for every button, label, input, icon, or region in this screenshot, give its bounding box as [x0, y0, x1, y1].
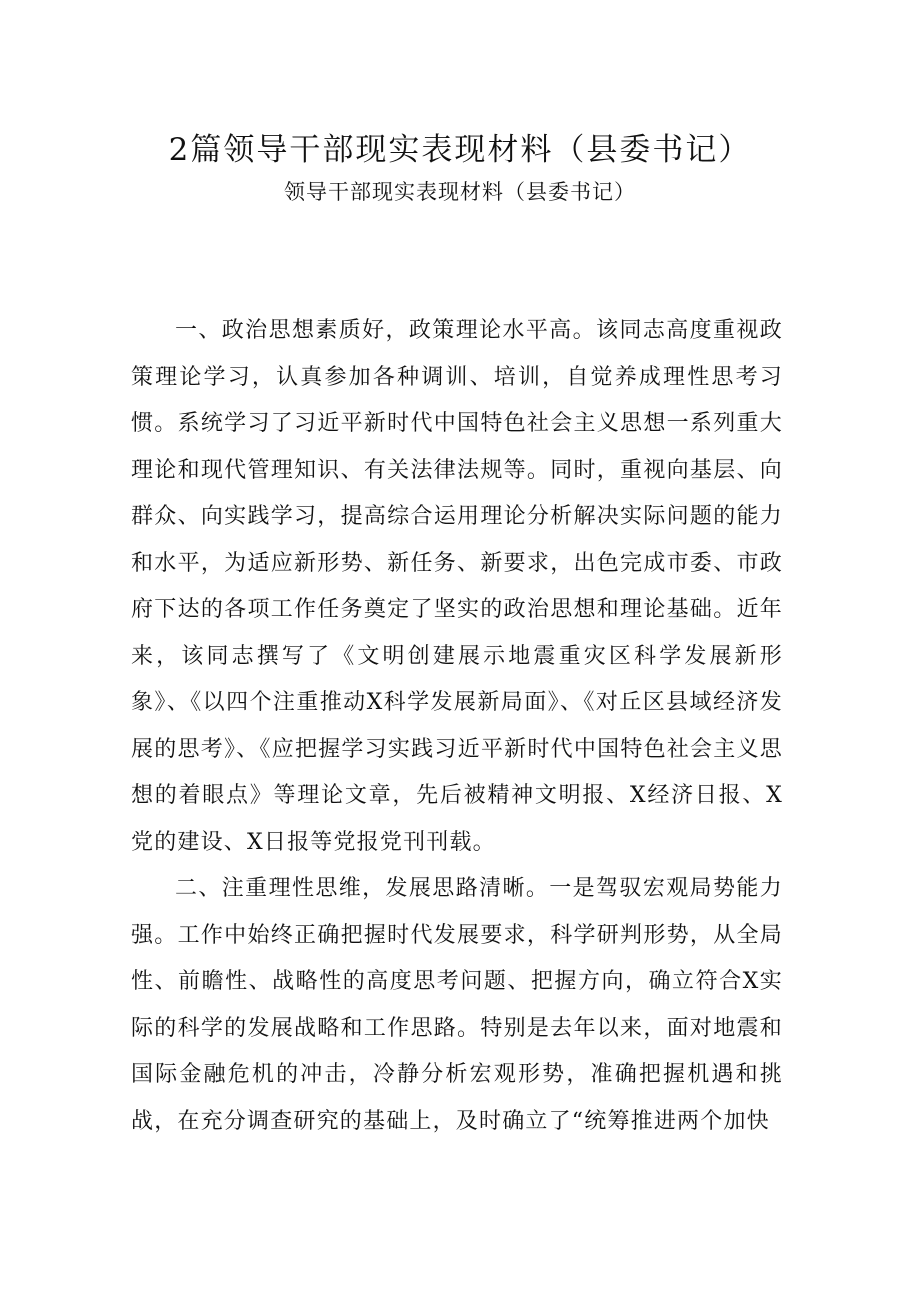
paragraph-rational-thinking: 二、注重理性思维，发展思路清晰。一是驾驭宏观局势能力强。工作中始终正确把握时代发展要求，科学研判形势，从全局性、前瞻性、战略性的高度思考问题、把握方向，确立符合X实际的科学的发展战略和工作思路。特别是去年以来，面对地震和国际金融危机的冲击，冷静分析宏观形势，准确把握机遇和挑战，在充分调查研究的基础上，及时确立了“统筹推进两个加快: [131, 876, 783, 1134]
document-subtitle: 领导干部现实表现材料（县委书记）: [284, 180, 636, 204]
document-body: [131, 308, 783, 1145]
document-title: 2篇领导干部现实表现材料（县委书记）: [168, 132, 752, 168]
paragraph-political-quality: 一、政治思想素质好，政策理论水平高。该同志高度重视政策理论学习，认真参加各种调训、培训，自觉养成理性思考习惯。系统学习了习近平新时代中国特色社会主义思想一系列重大理论和现代管理知识、有关法律法规等。同时，重视向基层、向群众、向实践学习，提高综合运用理论分析解决实际问题的能力和水平，为适应新形势、新任务、新要求，出色完成市委、市政府下达的各项工作任务奠定了坚实的政治思想和理论基础。近年来，该同志撰写了《文明创建展示地震重灾区科学发展新形象》、《以四个注重推动X科学发展新局面》、《对丘区县域经济发展的思考》、《应把握学习实践习近平新时代中国特色社会主义思想的着眼点》等理论文章，先后被精神文明报、X经济日报、X党的建设、X日报等党报党刊刊载。: [131, 318, 783, 855]
